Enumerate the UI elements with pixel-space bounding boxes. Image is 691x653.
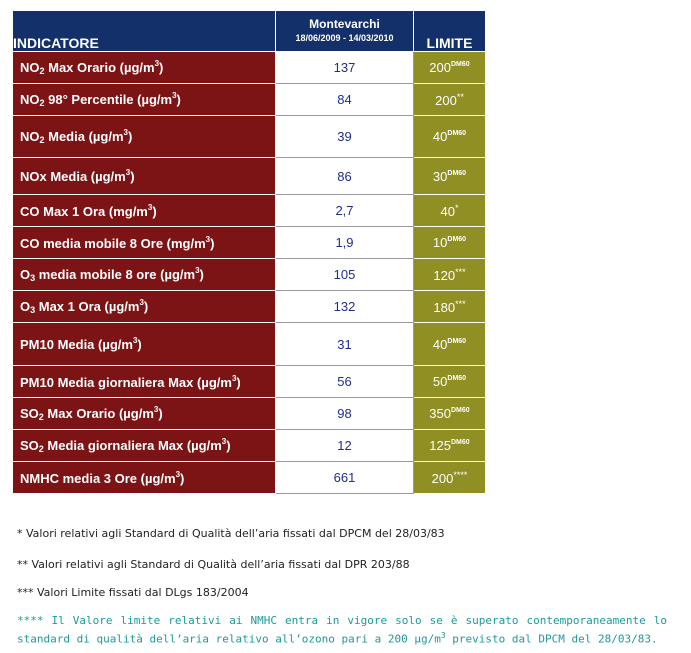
indicator-label: PM10 Media giornaliera Max (µg/m [20,374,232,390]
measurement-period: 18/06/2009 - 14/03/2010 [295,33,394,43]
station-name: Montevarchi [309,17,380,31]
indicator-label-end: ) [158,406,163,421]
footnote-4-text-a: **** Il Valore limite relativi ai NMHC entra in vigore solo se è superato contemporaneamente lo standard di qualità dell’aria relativo all’ozono pari a 200 µg/m [17,614,667,646]
indicator-cell [13,158,276,195]
indicator-superscript: 3 [132,336,138,345]
limit-reference: DM60 [451,61,470,68]
value-cell: 12 [276,430,414,462]
table-row [13,259,486,291]
indicator-label-end: ) [226,438,231,453]
value-cell: 98 [276,398,414,430]
indicator-label: SO [20,406,39,421]
indicator-superscript: 3 [205,234,211,244]
indicator-superscript: 3 [147,202,153,212]
limit-reference: *** [455,266,466,277]
indicator-label-end: ) [152,203,157,219]
indicator-cell [13,462,276,494]
indicator-label-end: ) [159,60,164,75]
limit-value: 50 [432,374,448,389]
value-cell: 137 [276,52,414,84]
indicator-cell [13,52,276,84]
indicator-subscript: 2 [38,444,44,454]
table-row [13,430,486,462]
limit-value: 200 [431,470,454,486]
table-header-row [13,11,486,52]
limit-value: 30 [432,168,448,184]
indicator-label-part: Max 1 Ora (µg/m [35,299,140,314]
indicator-label: O [20,299,31,314]
indicator-label-end: ) [127,129,133,144]
indicator-label: NO [20,129,40,144]
limit-reference: ** [456,91,464,102]
value-cell: 39 [276,116,414,158]
indicator-superscript: 3 [123,128,128,137]
limit-reference: DM60 [447,375,467,382]
indicator-superscript: 3 [221,437,227,446]
footnote-4-superscript: 3 [440,631,446,640]
value-cell: 105 [276,259,414,291]
table-row [13,52,486,84]
table-row [13,227,486,259]
value-cell: 1,9 [276,227,414,259]
limit-cell [414,52,486,84]
limit-value: 40 [432,129,448,144]
limit-cell [414,291,486,323]
limit-cell [414,116,486,158]
footnote-4-text-b: previsto dal DPCM del 28/03/83. [445,632,658,646]
indicator-superscript: 3 [195,266,200,275]
indicator-cell [13,116,276,158]
table-row [13,366,486,398]
limit-value: 40 [440,203,455,219]
indicator-subscript: 3 [30,305,36,315]
limit-cell [414,195,486,227]
limit-reference: DM60 [447,236,467,243]
indicator-label-part: media mobile 8 ore (µg/m [35,267,196,282]
indicator-label-end: ) [199,267,204,282]
limit-cell [414,227,486,259]
limit-value: 350 [429,406,451,421]
limit-cell [414,84,486,116]
indicator-label: NO [20,92,40,107]
indicator-label-end: ) [143,299,149,314]
indicator-label: CO Max 1 Ora (mg/m [20,203,148,219]
indicator-superscript: 3 [139,298,144,307]
value-cell: 661 [276,462,414,494]
value-cell: 31 [276,323,414,366]
indicator-column-header: INDICATORE [13,11,276,52]
indicator-label: NO [20,60,40,75]
indicator-superscript: 3 [153,405,159,414]
limit-value: 125 [429,438,451,453]
table-row [13,462,486,494]
indicator-label-end: ) [236,374,241,390]
limit-cell [414,430,486,462]
table-row [13,323,486,366]
limit-cell [414,366,486,398]
table-row [13,398,486,430]
indicator-cell [13,84,276,116]
limit-cell [414,398,486,430]
indicator-label-part: 98° Percentile (µg/m [44,92,173,107]
indicator-superscript: 3 [231,373,237,383]
indicator-label: SO [20,438,39,453]
limit-cell [414,323,486,366]
indicator-label-end: ) [137,337,142,352]
value-cell: 132 [276,291,414,323]
limit-reference: DM60 [447,169,467,177]
limit-value: 10 [432,235,448,250]
station-column-header [276,11,414,52]
indicator-subscript: 2 [38,412,44,422]
limit-reference: * [454,202,459,213]
limit-cell [414,462,486,494]
indicator-subscript: 2 [39,66,45,76]
limit-cell [414,259,486,291]
footnote-1: * Valori relativi agli Standard di Qualità dell’aria fissati dal DPCM del 28/03/83 [17,527,445,540]
indicator-label-part: Max Orario (µg/m [43,406,154,421]
footnote-3: *** Valori Limite fissati dal DLgs 183/2004 [17,586,249,599]
limit-reference: DM60 [451,439,470,446]
value-cell: 86 [276,158,414,195]
indicator-label-end: ) [176,92,181,107]
indicator-subscript: 3 [30,273,36,283]
indicator-label: NMHC media 3 Ore (µg/m [20,470,176,486]
indicator-label: PM10 Media (µg/m [20,337,133,352]
indicator-cell [13,430,276,462]
table-row [13,84,486,116]
indicator-superscript: 3 [154,59,160,68]
indicator-label-end: ) [130,169,135,184]
indicator-cell [13,227,276,259]
air-quality-table [12,10,486,494]
limit-value: 200 [429,60,451,75]
indicator-cell [13,323,276,366]
limit-reference: DM60 [447,337,467,345]
indicator-subscript: 2 [39,135,45,145]
limit-reference: DM60 [447,130,467,137]
value-cell: 2,7 [276,195,414,227]
limit-column-header: LIMITE [414,11,486,52]
table-row [13,195,486,227]
limit-reference: *** [455,298,466,309]
indicator-superscript: 3 [125,168,131,177]
indicator-label-end: ) [180,470,185,486]
table-row [13,116,486,158]
footnote-4 [17,613,667,647]
indicator-label: CO media mobile 8 Ore (mg/m [20,235,206,251]
indicator-superscript: 3 [175,469,181,479]
value-cell: 84 [276,84,414,116]
table-row [13,158,486,195]
table-row [13,291,486,323]
indicator-cell [13,291,276,323]
limit-value: 40 [432,336,448,352]
limit-reference: **** [453,469,468,480]
indicator-cell [13,366,276,398]
indicator-superscript: 3 [172,91,177,100]
indicator-label-part: Media giornaliera Max (µg/m [43,438,222,453]
limit-value: 200 [435,92,457,108]
indicator-label: NOx Media (µg/m [20,169,126,184]
indicator-cell [13,259,276,291]
value-cell: 56 [276,366,414,398]
limit-cell [414,158,486,195]
indicator-label: O [20,267,31,282]
indicator-subscript: 2 [39,98,45,108]
indicator-label-end: ) [210,235,215,251]
limit-reference: DM60 [451,407,470,414]
footnote-2: ** Valori relativi agli Standard di Qualità dell’aria fissati dal DPR 203/88 [17,558,410,571]
limit-value: 120 [433,267,456,283]
limit-value: 180 [433,299,456,315]
indicator-label-part: Media (µg/m [44,129,124,144]
indicator-label-part: Max Orario (µg/m [44,60,155,75]
indicator-cell [13,398,276,430]
indicator-cell [13,195,276,227]
